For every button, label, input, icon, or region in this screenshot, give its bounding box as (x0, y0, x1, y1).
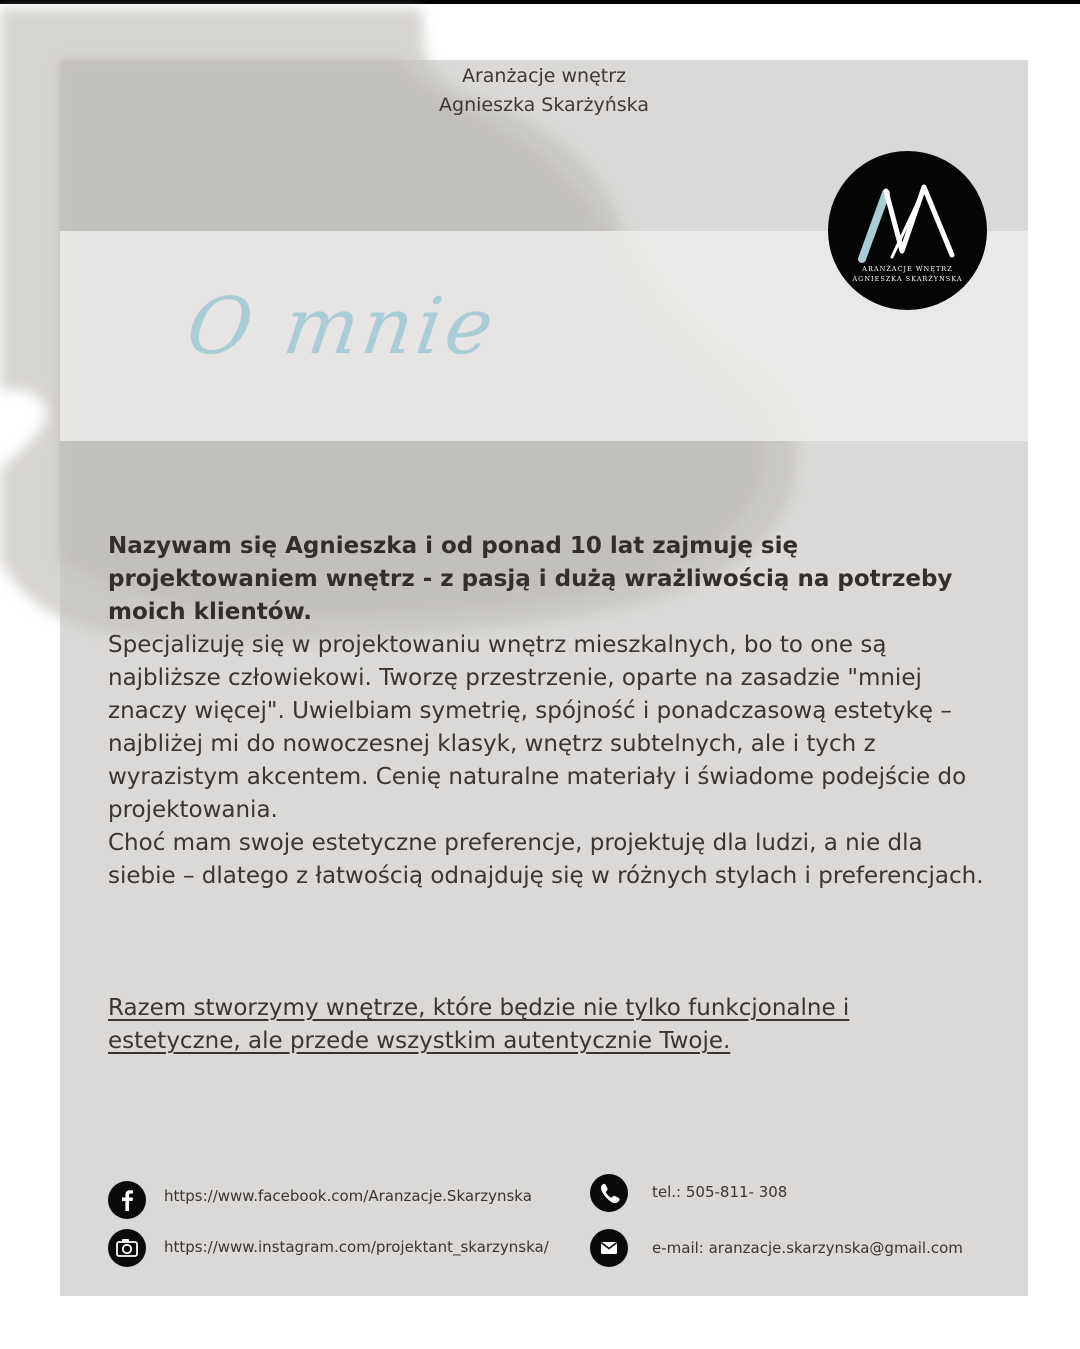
brand-line-1: Aranżacje wnętrz (461, 65, 627, 87)
envelope-icon[interactable] (590, 1229, 628, 1267)
monogram-icon (828, 151, 987, 310)
about-paragraph-2: Choć mam swoje estetyczne preferencje, projektuję dla ludzi, a nie dla siebie – dlatego z łatwością odnajduję się w różnych stylach i preferencjach. (108, 830, 984, 889)
section-title: O mnie (181, 282, 503, 372)
brand-header (60, 62, 1028, 120)
phone-number[interactable]: tel.: 505-811- 308 (652, 1183, 788, 1201)
camera-icon[interactable] (108, 1229, 146, 1267)
intro-paragraph: Nazywam się Agnieszka i od ponad 10 lat zajmuję się projektowaniem wnętrz - z pasją i dużą wrażliwością na potrzeby moich klientów. (108, 533, 953, 625)
closing-statement: Razem stworzymy wnętrze, które będzie nie tylko funkcjonalne i estetyczne, ale przede wszystkim autentycznie Twoje. (108, 995, 850, 1054)
phone-icon[interactable] (590, 1174, 628, 1212)
facebook-link[interactable]: https://www.facebook.com/Aranzacje.Skarzynska (164, 1187, 532, 1205)
email-address[interactable]: e-mail: aranzacje.skarzynska@gmail.com (652, 1239, 963, 1257)
facebook-icon[interactable] (108, 1181, 146, 1219)
brand-logo (828, 151, 987, 310)
instagram-link[interactable]: https://www.instagram.com/projektant_skarzynska/ (164, 1238, 549, 1256)
logo-caption-line-1: ARANŻACJE WNĘTRZ (862, 265, 953, 273)
brand-line-2: Agnieszka Skarżyńska (439, 94, 649, 116)
about-paragraph-1: Specjalizuję się w projektowaniu wnętrz mieszkalnych, bo to one są najbliższe człowiekowi. Tworzę przestrzenie, oparte na zasadzie "mniej znaczy więcej". Uwielbiam symetrię, spójność i ponadczasową estetykę – najbliżej mi do nowoczesnej klasyk, wnętrz subtelnych, ale i tych z wyrazistym akcentem. Cenię naturalne materiały i świadome podejście do projektowania. (108, 632, 967, 823)
logo-caption-line-2: AGNIESZKA SKARŻYŃSKA (852, 275, 963, 283)
